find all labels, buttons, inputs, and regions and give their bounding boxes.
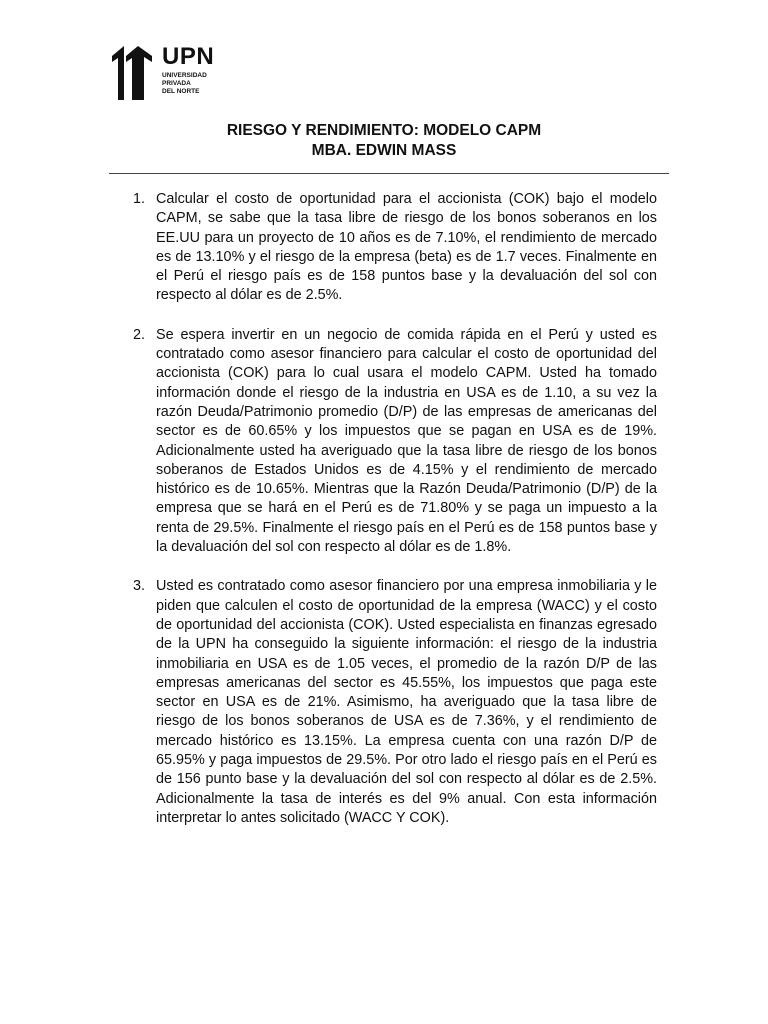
logo-subtitle [162, 72, 207, 96]
upn-logo-mark-icon [112, 46, 158, 100]
question-number: 3. [133, 578, 146, 595]
logo-subtitle-line: UNIVERSIDAD [162, 72, 207, 79]
question-item [133, 577, 657, 828]
question-number: 2. [133, 326, 146, 343]
question-item [133, 326, 657, 558]
document-title [0, 121, 768, 161]
question-text: Se espera invertir en un negocio de comida rápida en el Perú y usted es contratado como asesor financiero para calcular el costo de oportunidad del accionista (COK) para lo cual usara el modelo CAPM. Usted ha tomado información donde el riesgo de la industria en USA es de 1.10, a su vez la razón Deuda/Patrimonio promedio (D/P) de las empresas de americanas del sector es de 60.65% y los impuestos que se pagan en USA es de 19%. Adicionalmente usted ha averiguado que la tasa libre de riesgo de los bonos soberanos de Estados Unidos es de 4.15% y el rendimiento de mercado histórico es de 10.65%. Mientras que la Razón Deuda/Patrimonio (D/P) de la empresa que se hará en el Perú es de 71.80% y se paga un impuesto a la renta de 29.5%. Finalmente el riesgo país en el Perú es de 158 puntos base y la devaluación del sol con respecto al dólar es de 1.8%. [156, 326, 657, 556]
question-list [133, 190, 657, 848]
question-text: Usted es contratado como asesor financiero por una empresa inmobiliaria y le piden que calculen el costo de oportunidad de la empresa (WACC) y el costo de oportunidad del accionista (COK). Usted especialista en finanzas egresado de la UPN ha conseguido la siguiente información: el riesgo de la industria inmobiliaria en USA es de 1.05 veces, el promedio de la razón D/P de las empresas americanas del sector es 45.55%, los impuestos que paga este sector en USA es de 21%. Asimismo, ha averiguado que la tasa libre de riesgo de los bonos soberanos de USA es de 7.36%, y el rendimiento de mercado histórico es 13.15%. La empresa cuenta con una razón D/P de 65.95% y paga impuestos de 29.5%. Por otro lado el riesgo país en el Perú es de 156 punto base y la devaluación del sol con respecto al dólar es de 2.5%. Adicionalmente la tasa de interés es del 9% anual. Con esta información interpretar lo antes solicitado (WACC Y COK). [156, 578, 657, 826]
logo-subtitle-line: PRIVADA [162, 80, 191, 87]
question-number: 1. [133, 191, 146, 207]
header-divider [109, 173, 669, 174]
question-text: Calcular el costo de oportunidad para el accionista (COK) bajo el modelo CAPM, se sabe que la tasa libre de riesgo de los bonos soberanos en los EE.UU para un proyecto de 10 años es de 7.10%, el rendimiento de mercado es de 13.10% y el riesgo de la empresa (beta) es de 1.7 veces. Finalmente en el Perú el riesgo país es de 158 puntos base y la devaluación del sol con respecto al dólar es de 2.5%. [156, 191, 657, 304]
logo-name: UPN [162, 43, 215, 70]
page-title: RIESGO Y RENDIMIENTO: MODELO CAPM [226, 122, 542, 139]
logo-subtitle-line: DEL NORTE [162, 88, 200, 95]
question-item [133, 190, 657, 306]
author-line: MBA. EDWIN MASS [311, 142, 457, 159]
upn-logo [112, 44, 222, 104]
